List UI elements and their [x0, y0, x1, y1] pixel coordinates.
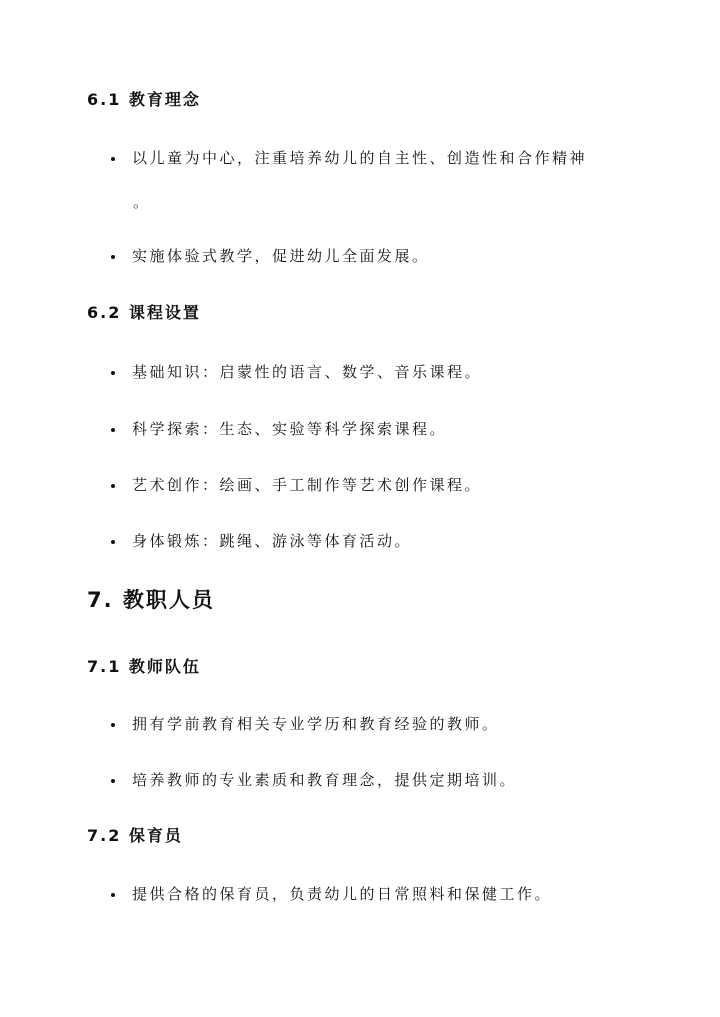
- list-item-text: 培养教师的专业素质和教育理念，提供定期培训。: [132, 771, 518, 789]
- bullet-icon: [111, 893, 115, 897]
- list-item-text: 身体锻炼：跳绳、游泳等体育活动。: [132, 532, 413, 550]
- bullet-icon: [111, 540, 115, 544]
- list-item-continuation: 。: [133, 193, 151, 211]
- list-item-text: 艺术创作：绘画、手工制作等艺术创作课程。: [132, 476, 483, 494]
- section-heading-6-2: 6.2 课程设置: [87, 303, 201, 322]
- bullet-icon: [111, 255, 115, 259]
- chapter-heading-7: 7. 教职人员: [87, 588, 215, 612]
- list-item-text: 拥有学前教育相关专业学历和教育经验的教师。: [132, 715, 500, 733]
- list-item-text: 科学探索：生态、实验等科学探索课程。: [132, 420, 448, 438]
- section-heading-7-2: 7.2 保育员: [87, 826, 183, 845]
- list-item-text: 实施体验式教学，促进幼儿全面发展。: [132, 247, 430, 265]
- bullet-icon: [111, 723, 115, 727]
- section-heading-6-1: 6.1 教育理念: [87, 90, 201, 109]
- list-item-text: 提供合格的保育员，负责幼儿的日常照料和保健工作。: [132, 885, 553, 903]
- bullet-icon: [111, 484, 115, 488]
- bullet-icon: [111, 428, 115, 432]
- section-heading-7-1: 7.1 教师队伍: [87, 657, 201, 676]
- list-item-text: 以儿童为中心，注重培养幼儿的自主性、创造性和合作精神: [132, 149, 588, 167]
- bullet-icon: [111, 779, 115, 783]
- list-item-text: 基础知识：启蒙性的语言、数学、音乐课程。: [132, 363, 483, 381]
- bullet-icon: [111, 371, 115, 375]
- bullet-icon: [111, 157, 115, 161]
